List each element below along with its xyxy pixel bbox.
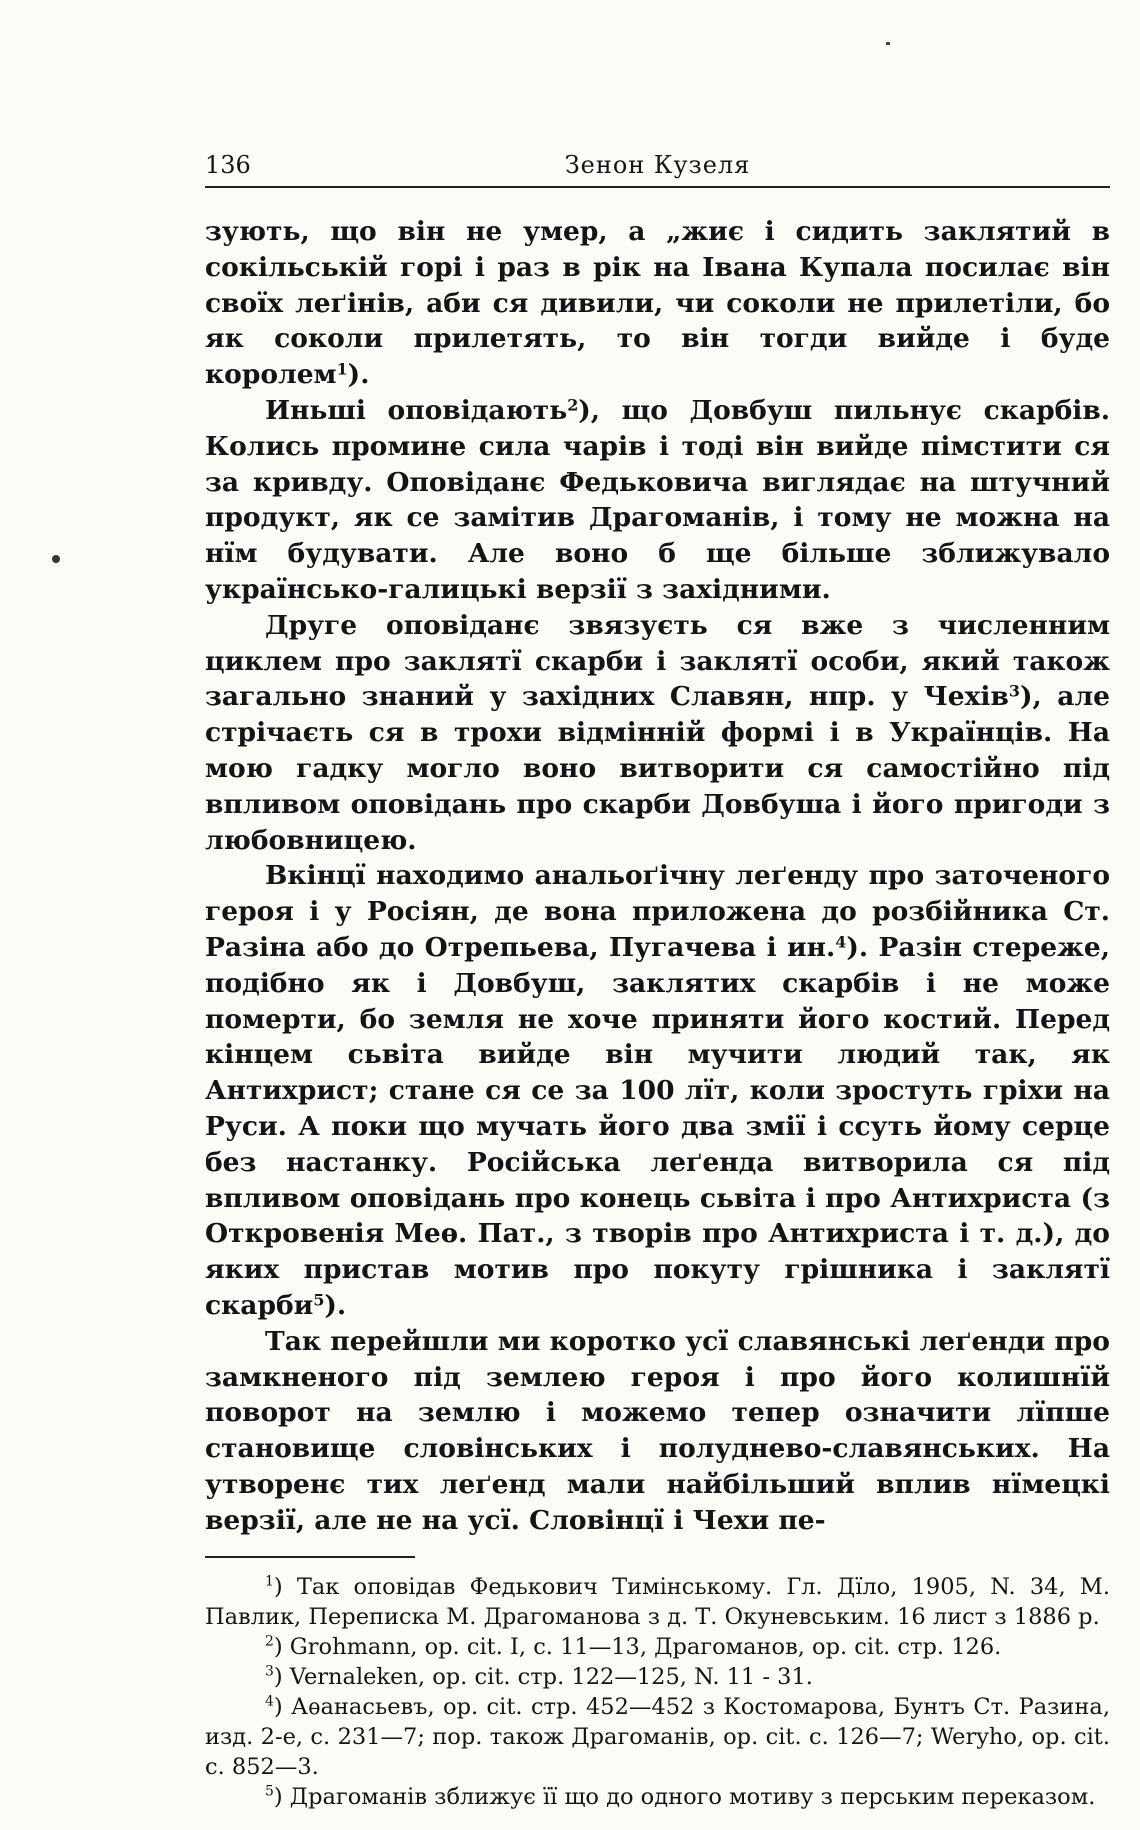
paragraph-text: Вкінцї находимо анальоґічну леґенду про заточеного героя і у Росіян, де вона приложена до розбійника Ст. Разіна або до Отрепьева, Пугачева і ин.: [205, 860, 1110, 963]
footnote-ref-5: 5: [313, 1290, 325, 1310]
footnote-ref-3: 3: [1008, 681, 1020, 701]
paragraph-text: ), але стрічаєть ся в трохи відмінній формі і в Українців. На мою гадку могло воно витворити ся самостійно під впливом оповідань про скарби Довбуша і його пригоди з любовницею.: [205, 681, 1110, 856]
footnote-mark: 2: [265, 1634, 274, 1651]
paragraph-text: ).: [324, 1289, 347, 1321]
footnote-text: ) Vernaleken, op. cit. стр. 122—125, N. 11 - 31.: [273, 1664, 813, 1691]
footnote: [205, 1632, 1110, 1662]
paragraph: [205, 608, 1110, 859]
footnote: [205, 1782, 1110, 1812]
running-head: [205, 150, 1110, 188]
paragraph-text: ). Разін стереже, подібно як і Довбуш, заклятих скарбів і не може померти, бо земля не хоче приняти його костий. Перед кінцем сьвіта вийде він мучити людий так, як Антихрист; стане ся се за 100 лїт, коли зростуть гріхи на Руси. А поки що мучать його два змії і ссуть йому серце без настанку. Російська леґенда витворила ся під впливом оповідань про конець сьвіта і про Антихриста (з Откровенія Меѳ. Пат., з творів про Антихриста і т. д.), до яких пристав мотив про покуту грішника і заклятї скарби: [205, 931, 1110, 1321]
footnote-ref-2: 2: [567, 395, 579, 415]
footnote-mark: 4: [265, 1694, 274, 1711]
footnote-mark: 3: [265, 1664, 274, 1681]
footnote-ref-4: 4: [835, 932, 847, 952]
main-text: [205, 214, 1110, 1538]
paragraph: [205, 214, 1110, 393]
footnote-text: ) Grohmann, op. cit. I, c. 11—13, Драгоманов, op. cit. стр. 126.: [273, 1634, 1002, 1661]
paragraph: [205, 1324, 1110, 1539]
footnote: [205, 1662, 1110, 1692]
paragraph-text: Друге оповіданє звязуєть ся вже з численним циклем про заклятї скарби і заклятї особи, який також загально знаний у західних Славян, нпр. у Чехів: [205, 609, 1110, 713]
scan-speck: [886, 42, 890, 45]
paragraph: [205, 858, 1110, 1323]
paragraph-text: Так перейшли ми коротко усї славянські леґенди про замкненого під землею героя і про його колишнїй поворот на землю і можемо тепер означити лїпше становище словінських і полуднево-славянських. На утворенє тих леґенд мали найбільший вплив нїмецкі верзії, але не на усї. Словінцї і Чехи пе-: [205, 1325, 1110, 1536]
paragraph-text: ), що Довбуш пильнує скарбів. Колись промине сила чарів і тоді він вийде пімстити ся за кривду. Оповіданє Федьковича виглядає на штучний продукт, як се замітив Драгоманів, і тому не можна на нїм будувати. Але воно б ще більше зближувало українсько-галицькі верзії з західними.: [205, 394, 1110, 605]
book-page: [205, 150, 1110, 1812]
paragraph-text: ).: [347, 359, 370, 391]
paragraph-text: зують, що він не умер, а „жиє і сидить заклятий в сокільській горі і раз в рік на Івана Купала посилає він своїх леґінів, аби ся дивили, чи соколи не прилетіли, бо як соколи прилетять, то він тогди вийде і буде королем: [205, 216, 1110, 391]
footnote-ref-1: 1: [336, 359, 348, 379]
footnote-text: ) Так оповідав Федькович Тимінському. Гл. Дїло, 1905, N. 34, М. Павлик, Переписка М. Драгоманова з д. Т. Окуневським. 16 лист з 1886 р.: [205, 1574, 1110, 1631]
scan-dot: [52, 555, 60, 563]
footnote: [205, 1572, 1110, 1632]
footnote: [205, 1692, 1110, 1782]
footnote-separator: [205, 1556, 415, 1558]
paragraph-text: Иньші оповідають: [265, 394, 568, 426]
paragraph: [205, 393, 1110, 608]
footnote-mark: 5: [265, 1784, 274, 1801]
footnote-mark: 1: [265, 1574, 274, 1591]
page-number: 136: [205, 151, 251, 179]
footnote-text: ) Драгоманів зближує її що до одного мотиву з перським переказом.: [273, 1784, 1096, 1811]
running-title: Зенон Кузеля: [564, 151, 751, 179]
footnote-text: ) Аѳанасьевъ, op. cit. стр. 452—452 з Костомарова, Бунтъ Ст. Разина, изд. 2-е, с. 231—7; пор. також Драгоманів, op. cit. c. 126—7; Weryho, op. cit. c. 852—3.: [205, 1694, 1110, 1781]
footnotes: [205, 1572, 1110, 1812]
